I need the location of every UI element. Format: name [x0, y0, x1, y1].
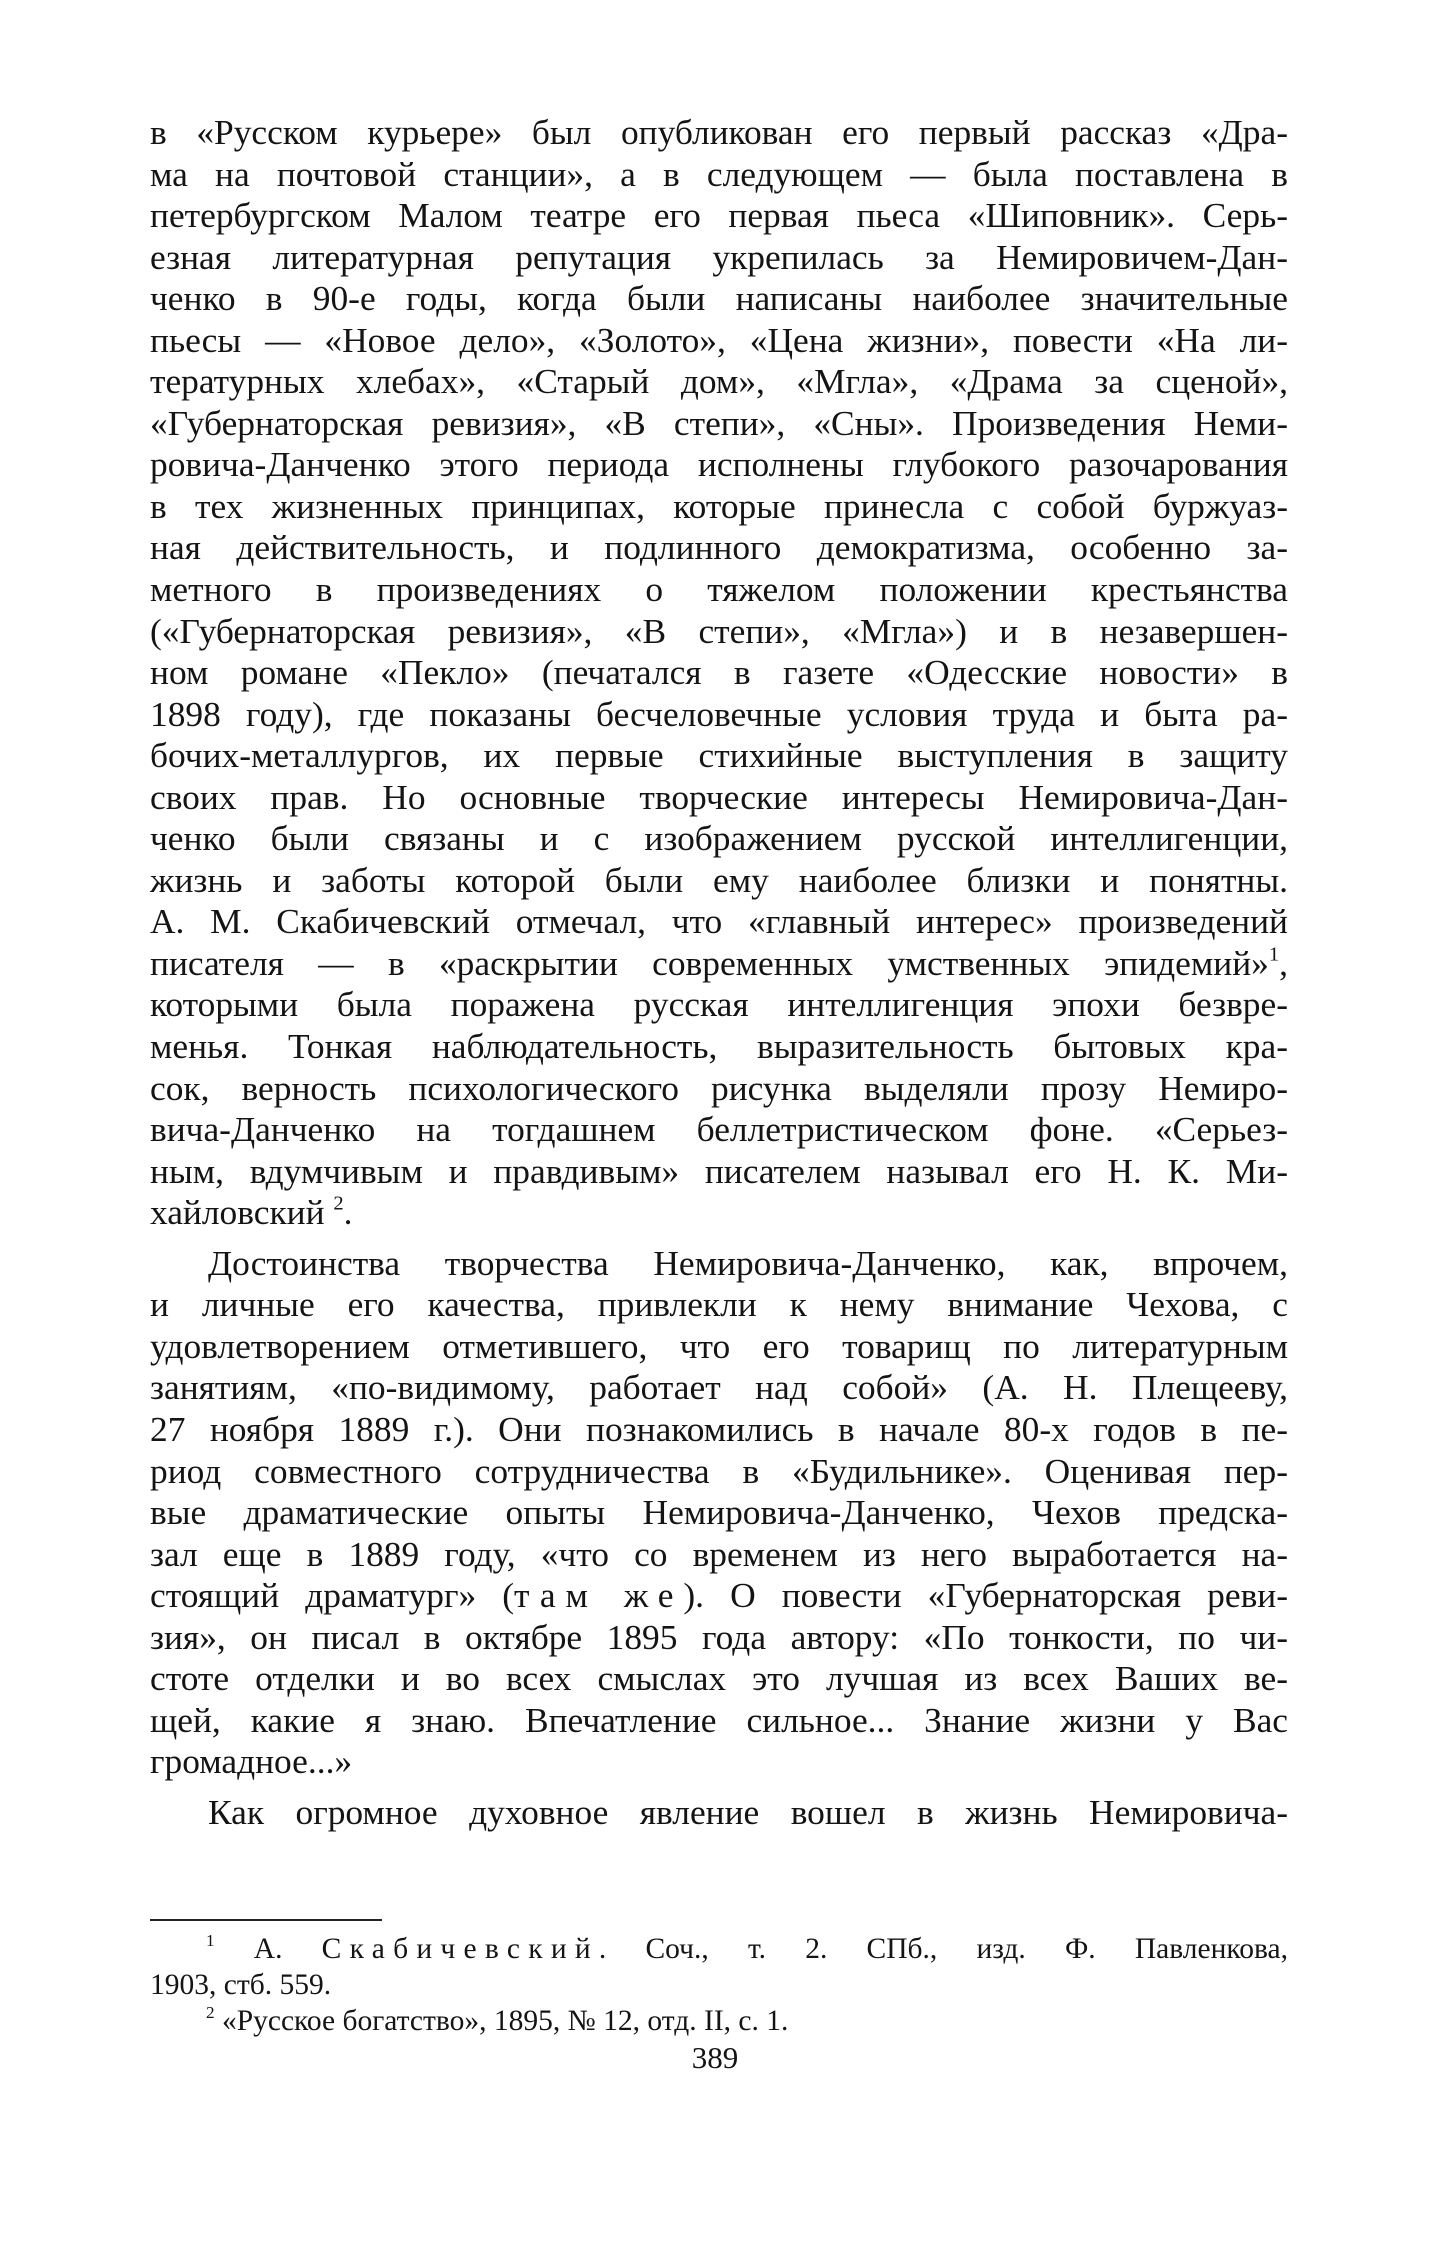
- text-line: Как огромное духовное явление вошел в жизнь Немировича-: [208, 1791, 1288, 1832]
- text-line: метного в произведениях о тяжелом положении крестьянства: [150, 569, 1288, 610]
- text-line: [150, 1192, 1288, 1234]
- text-line: [150, 1575, 1288, 1617]
- text-line: риод совместного сотрудничества в «Будильнике». Оценивая пер-: [150, 1450, 1288, 1491]
- footnotes: [150, 1931, 1288, 2039]
- spaced-word: же: [623, 1575, 684, 1616]
- text-segment: «Русское богатство», 1895, № 12, отд. II, с. 1.: [221, 2005, 789, 2037]
- footnote-ref-2: 2: [333, 1192, 344, 1215]
- footnote-2: [150, 2003, 1288, 2039]
- text-line: езная литературная репутация укрепилась за Немировичем-Дан-: [150, 236, 1288, 277]
- text-line: и личные его качества, привлекли к нему внимание Чехова, с: [150, 1284, 1288, 1325]
- text-segment: . Соч., т. 2. СПб., изд. Ф. Павленкова,: [598, 1933, 1288, 1965]
- text-line: занятиям, «по-видимому, работает над собой» (А. Н. Плещееву,: [150, 1367, 1288, 1408]
- footnote-marker: 1: [206, 1931, 215, 1951]
- text-line: менья. Тонкая наблюдательность, выразительность бытовых кра-: [150, 1026, 1288, 1067]
- text-line: ченко были связаны и с изображением русской интеллигенции,: [150, 818, 1288, 859]
- text-line: 1898 году), где показаны бесчеловечные условия труда и быта ра-: [150, 693, 1288, 734]
- text-line: вые драматические опыты Немировича-Данченко, Чехов предска-: [150, 1492, 1288, 1533]
- text-line: ная действительность, и подлинного демократизма, особенно за-: [150, 527, 1288, 568]
- text-line: сок, верность психологического рисунка выделяли прозу Немиро-: [150, 1067, 1288, 1108]
- footnote-1-continued: 1903, стб. 559.: [150, 1969, 332, 2001]
- text-line: ровича-Данченко этого периода исполнены глубокого разочарования: [150, 444, 1288, 485]
- spaced-word: там: [514, 1575, 598, 1616]
- footnote-1: [150, 1931, 1288, 1967]
- text-line: тературных хлебах», «Старый дом», «Мгла», «Драма за сценой»,: [150, 361, 1288, 402]
- text-segment: ,: [1279, 942, 1288, 983]
- text-segment: .: [343, 1192, 353, 1233]
- text-segment: писателя — в «раскрытии современных умственных эпидемий»: [150, 942, 1269, 983]
- text-segment: хайловский: [150, 1192, 325, 1233]
- text-line: жизнь и заботы которой были ему наиболее близки и понятны.: [150, 859, 1288, 900]
- footnote-divider: [150, 1919, 382, 1921]
- text-line: А. М. Скабичевский отмечал, что «главный интерес» произведений: [150, 901, 1288, 942]
- text-segment: стоящий драматург» (: [150, 1575, 515, 1616]
- text-line: ном романе «Пекло» (печатался в газете «Одесские новости» в: [150, 652, 1288, 693]
- text-line: стоте отделки и во всех смыслах это лучшая из всех Ваших ве-: [150, 1658, 1288, 1699]
- text-line: [150, 943, 1288, 985]
- text-line: зия», он писал в октябре 1895 года автору: «По тонкости, по чи-: [150, 1616, 1288, 1657]
- text-line: в тех жизненных принципах, которые принесла с собой буржуаз-: [150, 485, 1288, 526]
- text-line: вича-Данченко на тогдашнем беллетристическом фоне. «Серьез-: [150, 1109, 1288, 1150]
- text-line: петербургском Малом театре его первая пьеса «Шиповник». Серь-: [150, 195, 1288, 236]
- text-line: Достоинства творчества Немировича-Данченко, как, впрочем,: [208, 1242, 1288, 1283]
- text-line: громадное...»: [150, 1741, 353, 1782]
- text-line: («Губернаторская ревизия», «В степи», «Мгла») и в незавершен-: [150, 610, 1288, 651]
- text-segment: ). О повести «Губернаторская реви-: [683, 1575, 1288, 1616]
- spaced-word: Скабичевский: [321, 1933, 599, 1965]
- text-line: зал еще в 1889 году, «что со временем из него выработается на-: [150, 1533, 1288, 1574]
- text-line: бочих-металлургов, их первые стихийные выступления в защиту: [150, 735, 1288, 776]
- text-line: «Губернаторская ревизия», «В степи», «Сны». Произведения Неми-: [150, 402, 1288, 443]
- text-line: щей, какие я знаю. Впечатление сильное... Знание жизни у Вас: [150, 1699, 1288, 1740]
- text-segment: А.: [253, 1933, 283, 1965]
- text-line: которыми была поражена русская интеллигенция эпохи безвре-: [150, 984, 1288, 1025]
- main-text: [150, 112, 1288, 1833]
- page-number: 389: [691, 2040, 739, 2075]
- text-line: ма на почтовой станции», а в следующем — была поставлена в: [150, 153, 1288, 194]
- footnote-ref-1: 1: [1268, 943, 1280, 966]
- text-line: 27 ноября 1889 г.). Они познакомились в начале 80-х годов в пе-: [150, 1408, 1288, 1449]
- text-line: своих прав. Но основные творческие интересы Немировича-Дан-: [150, 776, 1288, 817]
- text-line: ным, вдумчивым и правдивым» писателем называл его Н. К. Ми-: [150, 1150, 1288, 1191]
- text-line: пьесы — «Новое дело», «Золото», «Цена жизни», повести «На ли-: [150, 319, 1288, 360]
- text-line: ченко в 90-е годы, когда были написаны наиболее значительные: [150, 278, 1288, 319]
- footnote-marker: 2: [206, 2003, 215, 2023]
- text-line: в «Русском курьере» был опубликован его первый рассказ «Дра-: [150, 112, 1288, 152]
- text-line: удовлетворением отметившего, что его товарищ по литературным: [150, 1325, 1288, 1366]
